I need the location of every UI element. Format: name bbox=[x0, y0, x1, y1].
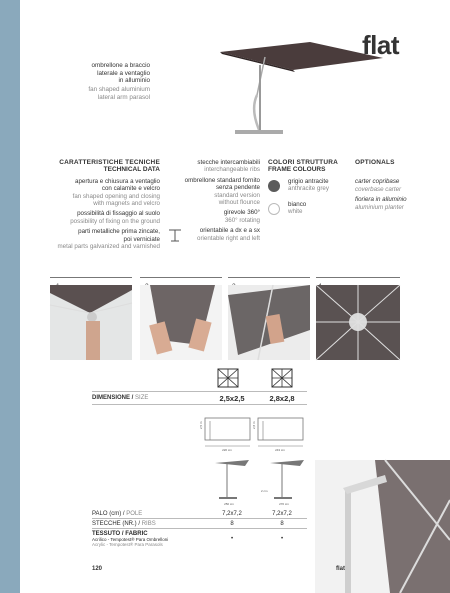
step-divider bbox=[228, 277, 310, 278]
side-color-strip bbox=[0, 0, 20, 593]
drawing-label: 220 cm bbox=[222, 448, 232, 452]
step-divider bbox=[316, 277, 400, 278]
technical-data-section: CARATTERISTICHE TECNICHE TECHNICAL DATA apertura e chiusura a ventaglio con calamite e velcro fan shaped opening and closing with magnets and velcro possibilità di fissaggio al suolo possibility of fixing on the ground parti metalliche prima zincate, poi verniciate metal parts galvanized and varnished bbox=[50, 159, 160, 253]
drawing-side-size-2 bbox=[260, 458, 308, 506]
top-view-icon-1 bbox=[217, 368, 239, 388]
drawing-side-size-1 bbox=[205, 458, 253, 506]
pole-row: PALO (cm) / POLE 7,2x7,2 7,2x7,2 bbox=[92, 510, 307, 519]
drawing-label: 250 cm bbox=[224, 502, 234, 506]
rotate-orientation-icon bbox=[168, 228, 182, 242]
top-view-icon-2 bbox=[271, 368, 293, 388]
drawing-label: 2,5 m bbox=[199, 421, 203, 429]
product-description-en: fan shaped aluminium lateral arm parasol bbox=[88, 86, 150, 101]
optionals-section: OPTIONALS carter copribase coverbase carter fioriera in alluminio aluminium planter bbox=[355, 159, 435, 214]
step-photo-4 bbox=[316, 285, 400, 360]
product-title: flat bbox=[362, 30, 399, 60]
features-section: stecche intercambiabili interchangeable ribs ombrellone standard fornito senza pendente standard version without flounce girevole 360° 360° rotating orientabile a dx e a sx orientable right and left bbox=[184, 159, 260, 242]
ribs-row: STECCHE (NR.) / RIBS 8 8 bbox=[92, 520, 307, 529]
technical-heading-en: TECHNICAL DATA bbox=[103, 166, 160, 174]
colour-option-white: bianco white bbox=[268, 201, 350, 219]
drawing-label: 270 cm bbox=[279, 502, 289, 506]
drawing-label: 2 cm bbox=[261, 489, 268, 493]
drawing-label: 2,8 m bbox=[252, 421, 256, 429]
step-photo-2 bbox=[140, 285, 222, 360]
colours-heading-it: COLORI STRUTTURA bbox=[268, 159, 338, 166]
optionals-heading: OPTIONALS bbox=[355, 159, 395, 166]
fabric-row: TESSUTO / FABRIC Acrilico - Tempotest® Para Ombrelloni Acrylic - Tempotest® Para Parasols • • bbox=[92, 531, 284, 547]
anthracite-swatch bbox=[268, 180, 280, 192]
step-photo-1 bbox=[50, 285, 132, 360]
step-photo-3 bbox=[228, 285, 310, 360]
detail-photo bbox=[315, 460, 450, 593]
colour-option-anthracite: grigio antracite anthracite grey bbox=[268, 178, 350, 196]
page-number: 120 bbox=[92, 566, 103, 572]
footer-product-name: flat bbox=[336, 566, 345, 572]
drawing-front-size-2 bbox=[253, 413, 308, 453]
drawing-label: 243 cm bbox=[275, 448, 285, 452]
hero-parasol-image bbox=[205, 40, 385, 140]
product-description-it: ombrellone a braccio laterale a ventaglio in alluminio bbox=[91, 62, 150, 85]
step-divider bbox=[50, 277, 132, 278]
white-swatch bbox=[268, 203, 280, 215]
technical-heading-it: CARATTERISTICHE TECNICHE bbox=[59, 159, 160, 166]
colours-heading-en: FRAME COLOURS bbox=[268, 166, 326, 174]
size-option-1: 2,5x2,5 bbox=[219, 393, 245, 403]
dimension-label: DIMENSIONE / SIZE bbox=[92, 395, 149, 401]
dimension-row bbox=[92, 391, 307, 405]
drawing-front-size-1 bbox=[200, 413, 255, 453]
frame-colours-section bbox=[268, 159, 350, 223]
step-divider bbox=[140, 277, 222, 278]
size-option-2: 2,8x2,8 bbox=[269, 393, 295, 403]
